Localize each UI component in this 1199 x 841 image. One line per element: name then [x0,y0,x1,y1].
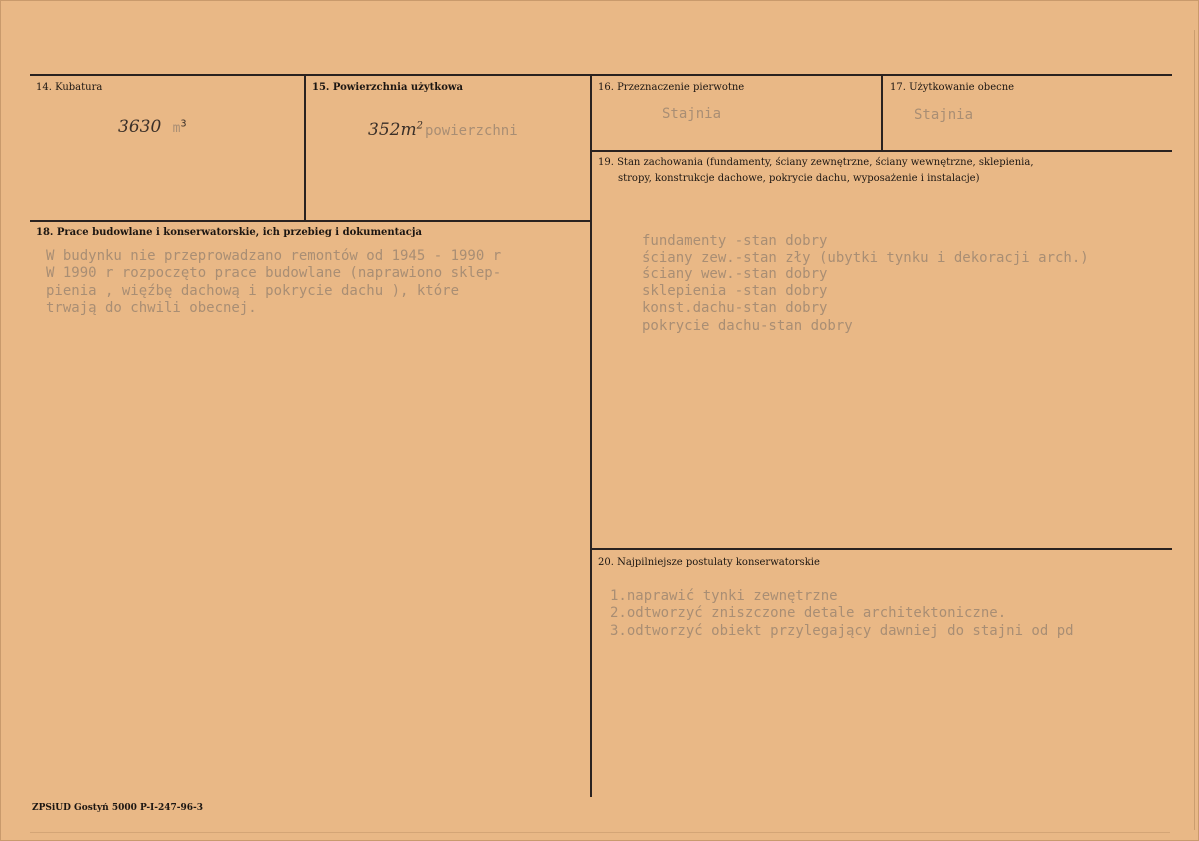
print-imprint: ZPSiUD Gostyń 5000 P-I-247-96-3 [32,803,204,813]
field-19-label-cont: stropy, konstrukcje dachowe, pokrycie dachu, wyposażenie i instalacje) [618,173,980,184]
field-18-line: W budynku nie przeprowadzano remontów od 1945 - 1990 r [46,248,502,264]
field-17-label: 17. Użytkowanie obecne [890,82,1015,93]
field-19-line: konst.dachu-stan dobry [642,300,828,316]
divider-14-15 [304,75,306,221]
paper-edge-bottom [30,832,1170,833]
field-14-label: 14. Kubatura [36,82,103,93]
field-14-value [118,117,187,137]
field-19-line: ściany wew.-stan dobry [642,266,828,282]
field-19-label: 19. Stan zachowania (fundamenty, ściany zewnętrzne, ściany wewnętrzne, sklepienia, [598,157,1034,168]
field-15-value: $352m^2$ powierzchni [368,120,518,140]
field-19-line: fundamenty -stan dobry [642,233,828,249]
paper-edge-right [1194,30,1195,830]
powierzchnia-suffix: powierzchni [424,123,518,139]
field-19-line: sklepienia -stan dobry [642,283,828,299]
divider-16-17 [881,75,883,151]
kubatura-number: 3630 [118,117,162,137]
field-18-line: pienia , więźbę dachową i pokrycie dachu ), które [46,283,460,299]
kubatura-unit: $m^3$ [172,118,187,136]
field-20-line: 1.naprawić tynki zewnętrzne [610,588,838,604]
rule-above-19 [590,150,1172,152]
field-15-label: 15. Powierzchnia użytkowa [312,82,463,93]
divider-left-right [590,75,592,797]
field-16-label: 16. Przeznaczenie pierwotne [598,82,745,93]
top-rule [30,74,1172,76]
field-20-line: 2.odtworzyć zniszczone detale architektoniczne. [610,605,1007,621]
field-17-value: Stajnia [914,107,974,123]
rule-above-18 [30,220,592,222]
field-18-line: W 1990 r rozpoczęto prace budowlane (naprawiono sklep- [46,265,502,281]
field-18-line: trwają do chwili obecnej. [46,300,257,316]
field-20-line: 3.odtworzyć obiekt przylegający dawniej do stajni od pd [610,623,1074,639]
field-19-line: ściany zew.-stan zły (ubytki tynku i dekoracji arch.) [642,250,1089,266]
field-18-label: 18. Prace budowlane i konserwatorskie, ich przebieg i dokumentacja [36,227,422,238]
field-19-line: pokrycie dachu-stan dobry [642,318,853,334]
powierzchnia-number: 352m [368,120,417,140]
field-16-value: Stajnia [662,106,722,122]
rule-above-20 [590,548,1172,550]
field-20-label: 20. Najpilniejsze postulaty konserwatorskie [598,557,820,568]
